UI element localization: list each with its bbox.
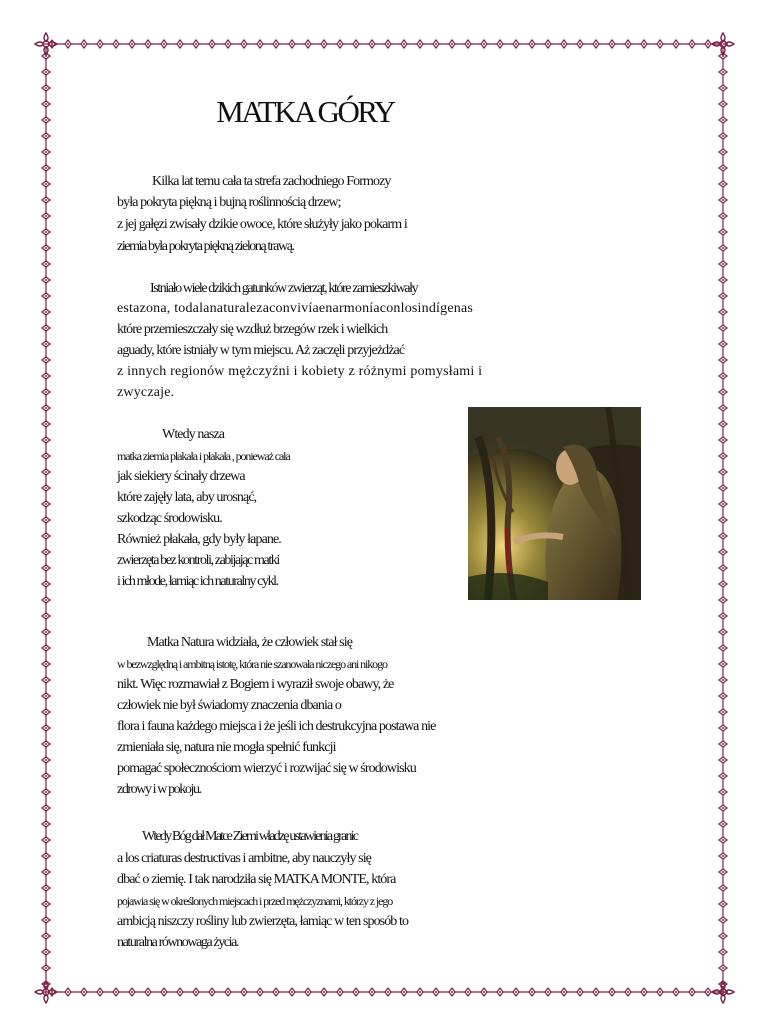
text-line: Również płakała, gdy były łapane. bbox=[117, 532, 281, 547]
corner-flower-icon bbox=[33, 979, 59, 1005]
top-border-ornament bbox=[44, 38, 728, 50]
text-line: nikt. Więc rozmawiał z Bogiem i wyraził swoje obawy, że bbox=[117, 677, 394, 692]
text-line: była pokryta piękną i bujną roślinnością drzew; bbox=[117, 195, 341, 210]
text-line: Matka Natura widziała, że człowiek stał się bbox=[147, 635, 353, 650]
text-line: matka ziemia płakała i płakała , ponieważ cała bbox=[117, 449, 290, 463]
bottom-border-ornament bbox=[44, 986, 728, 998]
text-line: a los criaturas destructivas i ambitne, aby nauczyły się bbox=[117, 851, 371, 866]
left-border-ornament bbox=[40, 48, 52, 994]
text-line: dbać o ziemię. I tak narodziła się MATKA MONTE, która bbox=[117, 872, 396, 887]
text-line: jak siekiery ścinały drzewa bbox=[117, 469, 245, 484]
text-line: które przemieszczały się wzdłuż brzegów rzek i wielkich bbox=[117, 322, 388, 337]
right-border-ornament bbox=[717, 48, 729, 994]
corner-flower-icon bbox=[710, 979, 736, 1005]
text-line: z jej gałęzi zwisały dzikie owoce, które służyły jako pokarm i bbox=[117, 217, 407, 232]
text-line: zdrowy i w pokoju. bbox=[117, 782, 201, 797]
corner-flower-icon bbox=[33, 31, 59, 57]
text-line: flora i fauna każdego miejsca i że jeśli ich destrukcyjna postawa nie bbox=[117, 719, 436, 734]
text-line: szkodząc środowisku. bbox=[117, 511, 222, 526]
text-line: i ich młode, łamiąc ich naturalny cykl. bbox=[117, 574, 278, 589]
page-title: MATKA GÓRY bbox=[216, 94, 394, 129]
text-line: Wtedy Bóg dał Matce Ziemi władzę ustawienia granic bbox=[142, 829, 358, 844]
text-line: aguady, które istniały w tym miejscu. Aż zaczęli przyjeżdżać bbox=[117, 343, 405, 358]
text-line: naturalna równowaga życia. bbox=[117, 935, 239, 950]
text-line: zwierzęta bez kontroli, zabijając matki bbox=[117, 553, 279, 568]
text-line: które zajęły lata, aby urosnąć, bbox=[117, 490, 257, 505]
text-line: zmieniała się, natura nie mogła spełnić funkcji bbox=[117, 740, 336, 755]
text-line: pomagać społecznościom wierzyć i rozwijać się w środowisku bbox=[117, 761, 416, 776]
text-line: w bezwzględną i ambitną istotę, która nie szanowała niczego ani nikogo bbox=[117, 657, 387, 671]
text-line: człowiek nie był świadomy znaczenia dbania o bbox=[117, 698, 341, 713]
text-line: estazona, todalanaturalezaconvivíaenarmoníaconlosindígenas bbox=[117, 301, 474, 316]
text-line: pojawia się w określonych miejscach i przed mężczyznami, którzy z jego bbox=[117, 894, 393, 908]
text-line: Wtedy nasza bbox=[162, 427, 225, 442]
text-line: ziemia była pokryta piękną zieloną trawą. bbox=[117, 239, 294, 254]
text-line: zwyczaje. bbox=[117, 385, 175, 400]
woman-with-staff-in-forest-painting bbox=[468, 407, 641, 600]
text-line: Kilka lat temu cała ta strefa zachodniego Formozy bbox=[152, 174, 391, 189]
corner-flower-icon bbox=[710, 31, 736, 57]
text-line: z innych regionów mężczyźni i kobiety z różnymi pomysłami i bbox=[117, 364, 483, 379]
text-line: ambicją niszczy rośliny lub zwierzęta, łamiąc w ten sposób to bbox=[117, 914, 409, 929]
text-line: Istniało wiele dzikich gatunków zwierząt, które zamieszkiwały bbox=[150, 281, 418, 296]
